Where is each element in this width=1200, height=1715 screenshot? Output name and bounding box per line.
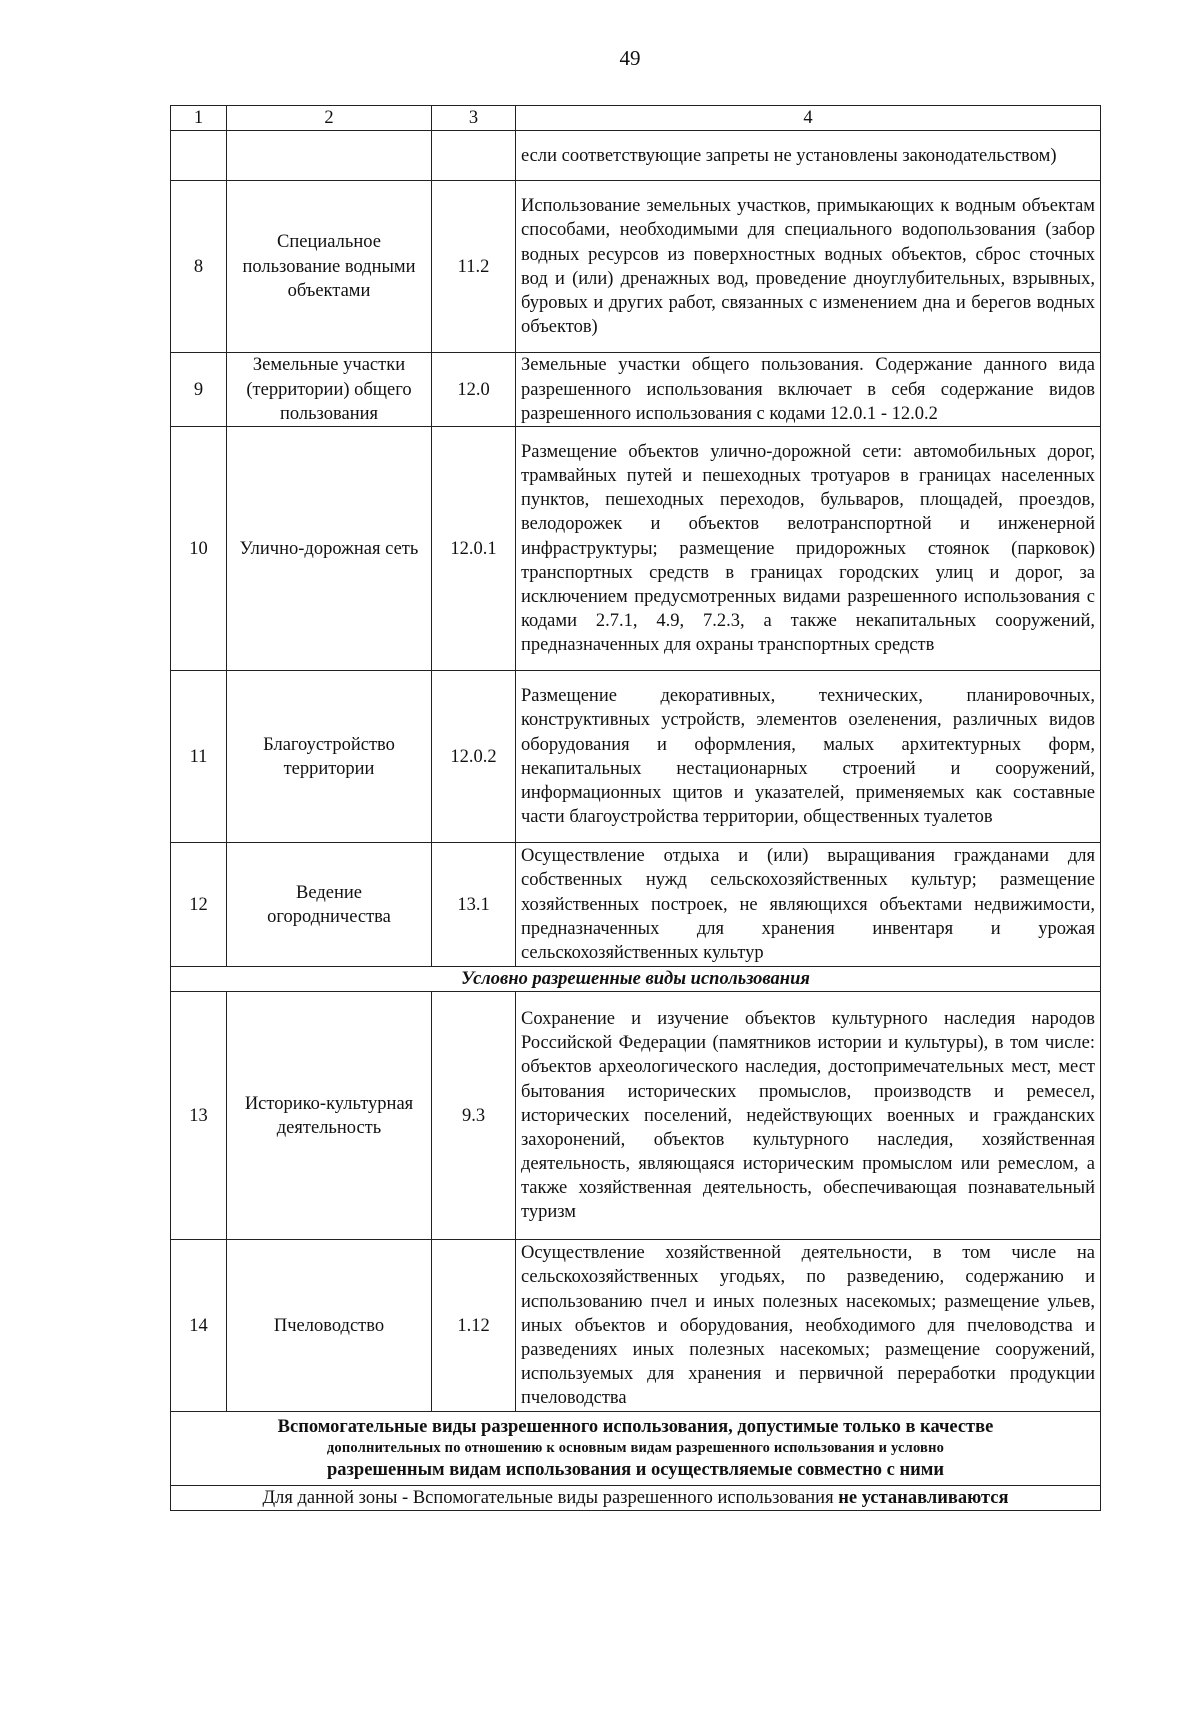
aux-title-line: дополнительных по отношению к основным видам разрешенного использования и условно <box>326 1440 945 1457</box>
use-name: Историко-культурная деятельность <box>227 992 432 1240</box>
use-description: Осуществление хозяйственной деятельности, в том числе на сельскохозяйственных угодьях, по разведению, содержанию и использованию пчел и иных полезных насекомых; размещение ульев, иных объектов и оборудования, необходимого для пчеловодства и разведениях иных полезных насекомых; размещение сооружений, используемых для хранения и первичной переработки продукции пчеловодства <box>516 1240 1101 1412</box>
header-cell: 3 <box>432 106 516 131</box>
table-row <box>171 843 1101 967</box>
use-name: Улично-дорожная сеть <box>227 427 432 671</box>
table-row <box>171 671 1101 843</box>
use-description: Использование земельных участков, примыкающих к водным объектам способами, необходимыми для специального водопользования (забор водных ресурсов из поверхностных водных объектов, сброс сточных вод и (или) дренажных вод, проведение дноуглубительных, взрывных, буровых и других работ, связанных с изменением дна и берегов водных объектов) <box>516 181 1101 353</box>
zone-note <box>171 1486 1101 1511</box>
use-description: Размещение объектов улично-дорожной сети: автомобильных дорог, трамвайных путей и пешеходных тротуаров в границах населенных пунктов, пешеходных переходов, бульваров, площадей, проездов, велодорожек и объектов велотранспортной и инженерной инфраструктуры; размещение придорожных стоянок (парковок) транспортных средств в границах городских улиц и дорог, за исключением предусмотренных видами разрешенного использования с кодами 2.7.1, 4.9, 7.2.3, а также некапитальных сооружений, предназначенных для охраны транспортных средств <box>516 427 1101 671</box>
use-name: Земельные участки (территории) общего пользования <box>227 353 432 427</box>
use-code: 9.3 <box>432 992 516 1240</box>
table-row <box>171 1240 1101 1412</box>
table-row <box>171 353 1101 427</box>
header-row <box>171 106 1101 131</box>
use-code <box>432 131 516 181</box>
aux-title-line: разрешенным видам использования и осуществляемые совместно с ними <box>326 1460 945 1481</box>
aux-section-title <box>171 1412 1101 1486</box>
table-row <box>171 992 1101 1240</box>
use-code: 13.1 <box>432 843 516 967</box>
zone-note-text: Для данной зоны - Вспомогательные виды разрешенного использования <box>262 1488 834 1509</box>
row-number <box>171 131 227 181</box>
use-description: Сохранение и изучение объектов культурного наследия народов Российской Федерации (памятников истории и культуры), в том числе: объектов археологического наследия, достопримечательных мест, мест бытования исторических промыслов, производств и ремесел, исторических поселений, недействующих военных и гражданских захоронений, объектов культурного наследия, хозяйственная деятельность, являющаяся историческим промыслом или ремеслом, а также хозяйственная деятельность, обеспечивающая познавательный туризм <box>516 992 1101 1240</box>
section-title-conditional: Условно разрешенные виды использования <box>171 967 1101 992</box>
table-row <box>171 427 1101 671</box>
header-cell: 1 <box>171 106 227 131</box>
header-cell: 4 <box>516 106 1101 131</box>
use-code: 12.0.2 <box>432 671 516 843</box>
aux-title-line: Вспомогательные виды разрешенного использования, допустимые только в качестве <box>277 1417 994 1438</box>
use-code: 1.12 <box>432 1240 516 1412</box>
row-number: 8 <box>171 181 227 353</box>
use-name: Благоустройство территории <box>227 671 432 843</box>
use-description: Осуществление отдыха и (или) выращивания гражданами для собственных нужд сельскохозяйственных культур; размещение хозяйственных построек, не являющихся объектами недвижимости, предназначенных для хранения инвентаря и урожая сельскохозяйственных культур <box>516 843 1101 967</box>
row-number: 11 <box>171 671 227 843</box>
aux-section-row <box>171 1412 1101 1486</box>
use-name: Специальное пользование водными объектами <box>227 181 432 353</box>
use-code: 11.2 <box>432 181 516 353</box>
section-row <box>171 967 1101 992</box>
use-name <box>227 131 432 181</box>
table-row <box>171 181 1101 353</box>
use-name: Пчеловодство <box>227 1240 432 1412</box>
page-number: 49 <box>619 46 641 70</box>
zone-note-emphasis: не устанавливаются <box>838 1488 1009 1509</box>
permitted-use-table <box>170 105 1101 1511</box>
row-number: 9 <box>171 353 227 427</box>
row-number: 12 <box>171 843 227 967</box>
use-code: 12.0 <box>432 353 516 427</box>
zone-note-row <box>171 1486 1101 1511</box>
use-name: Ведение огородничества <box>227 843 432 967</box>
row-number: 13 <box>171 992 227 1240</box>
use-description: Размещение декоративных, технических, планировочных, конструктивных устройств, элементов озеленения, различных видов оборудования и оформления, малых архитектурных форм, некапитальных нестационарных строений и сооружений, информационных щитов и указателей, применяемых как составные части благоустройства территории, общественных туалетов <box>516 671 1101 843</box>
header-cell: 2 <box>227 106 432 131</box>
use-description: если соответствующие запреты не установлены законодательством) <box>516 131 1101 181</box>
row-number: 10 <box>171 427 227 671</box>
table-row <box>171 131 1101 181</box>
use-description: Земельные участки общего пользования. Содержание данного вида разрешенного использования включает в себя содержание видов разрешенного использования с кодами 12.0.1 - 12.0.2 <box>516 353 1101 427</box>
row-number: 14 <box>171 1240 227 1412</box>
use-code: 12.0.1 <box>432 427 516 671</box>
